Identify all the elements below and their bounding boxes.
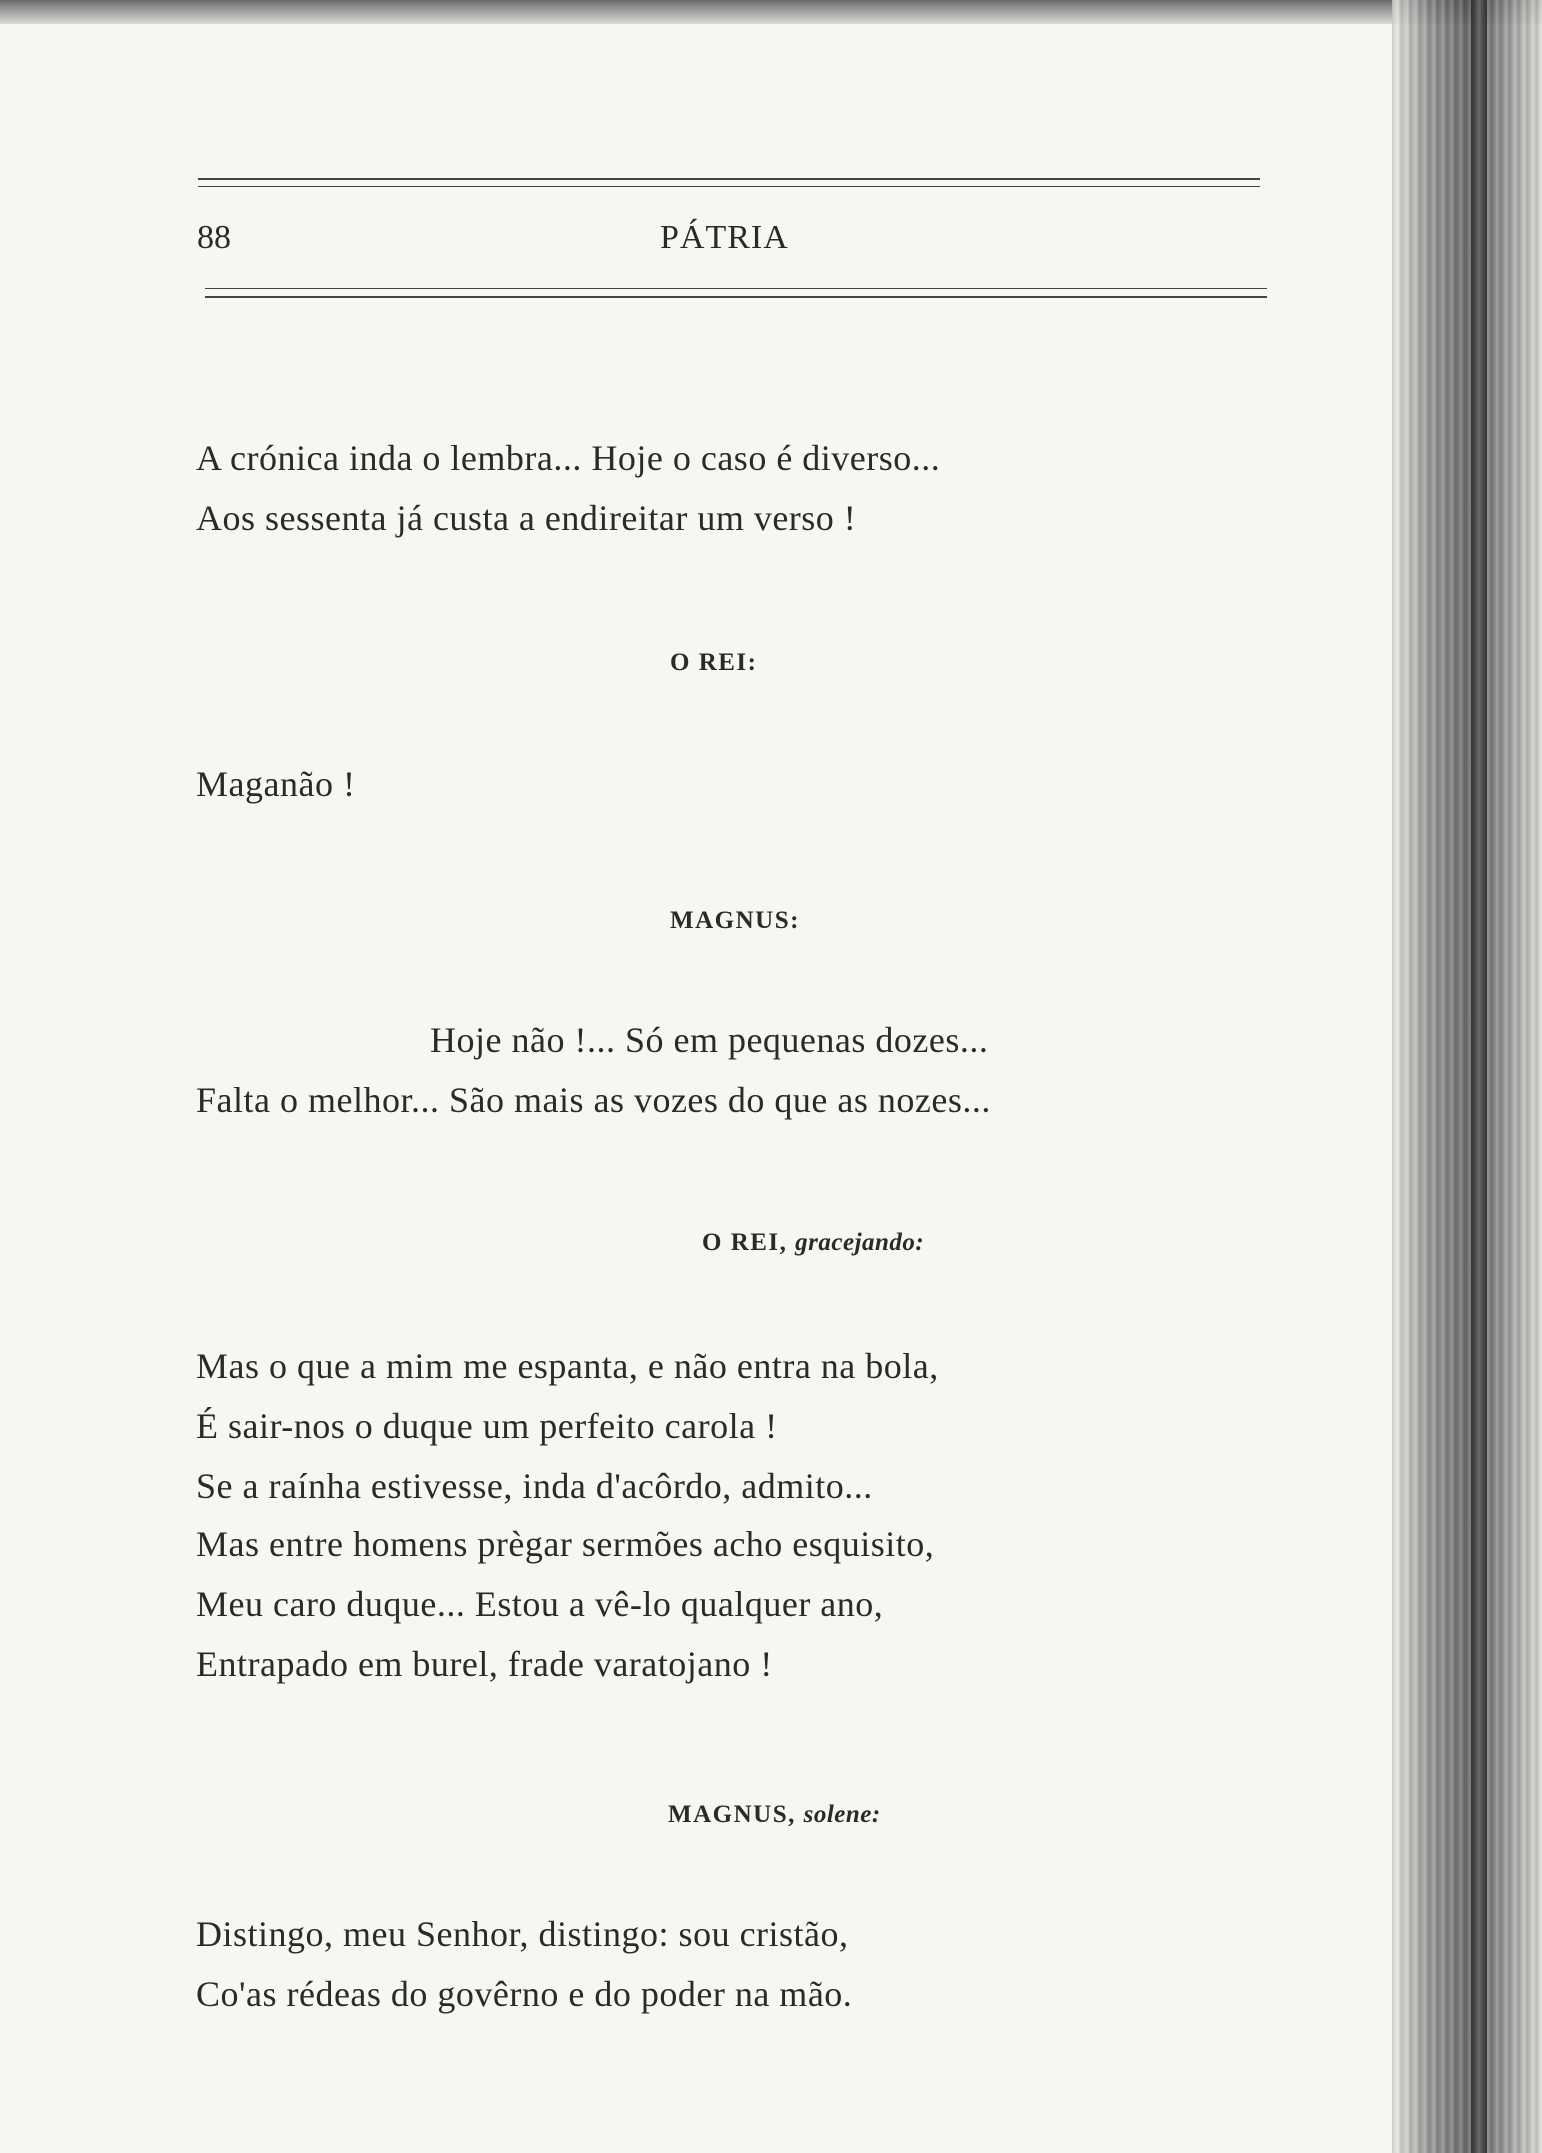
book-binding-shadow	[1392, 0, 1542, 2153]
verse-line: A crónica inda o lembra... Hoje o caso é diverso...	[196, 438, 941, 478]
verse-line: Hoje não !... Só em pequenas dozes...	[430, 1020, 989, 1060]
stage-direction: solene:	[803, 1801, 881, 1828]
verse-line: Mas o que a mim me espanta, e não entra na bola,	[196, 1346, 939, 1386]
verse-line: Aos sessenta já custa a endireitar um verso !	[196, 498, 857, 538]
page-number: 88	[197, 219, 231, 256]
verse-line: Se a raínha estivesse, inda d'acôrdo, admito...	[196, 1466, 873, 1506]
verse-line: Distingo, meu Senhor, distingo: sou cristão,	[196, 1914, 849, 1954]
speaker-label	[670, 906, 800, 936]
speaker-name: O REI,	[702, 1229, 788, 1256]
verse-line: Mas entre homens prègar sermões acho esquisito,	[196, 1524, 935, 1564]
speaker-label	[670, 648, 757, 678]
verse-line: Entrapado em burel, frade varatojano !	[196, 1644, 773, 1684]
header-rule-bottom	[205, 296, 1267, 298]
verse-line: Maganão !	[196, 764, 356, 804]
verse-line: Meu caro duque... Estou a vê-lo qualquer ano,	[196, 1584, 884, 1624]
verse-line: É sair-nos o duque um perfeito carola !	[196, 1406, 778, 1446]
page-top-edge	[0, 0, 1542, 24]
header-rule-top	[198, 178, 1260, 180]
header-rule-top-thin	[198, 186, 1260, 187]
speaker-label	[702, 1228, 924, 1258]
speaker-name: MAGNUS:	[670, 907, 800, 934]
stage-direction: gracejando:	[795, 1229, 925, 1256]
header-rule-bottom-thin	[205, 288, 1267, 289]
book-binding-spine	[1471, 0, 1487, 2153]
speaker-label	[668, 1800, 881, 1830]
verse-line: Co'as rédeas do govêrno e do poder na mão.	[196, 1974, 853, 2014]
speaker-name: O REI:	[670, 649, 758, 676]
running-title: PÁTRIA	[660, 219, 789, 256]
speaker-name: MAGNUS,	[668, 1801, 796, 1828]
verse-line: Falta o melhor... São mais as vozes do que as nozes...	[196, 1080, 991, 1120]
